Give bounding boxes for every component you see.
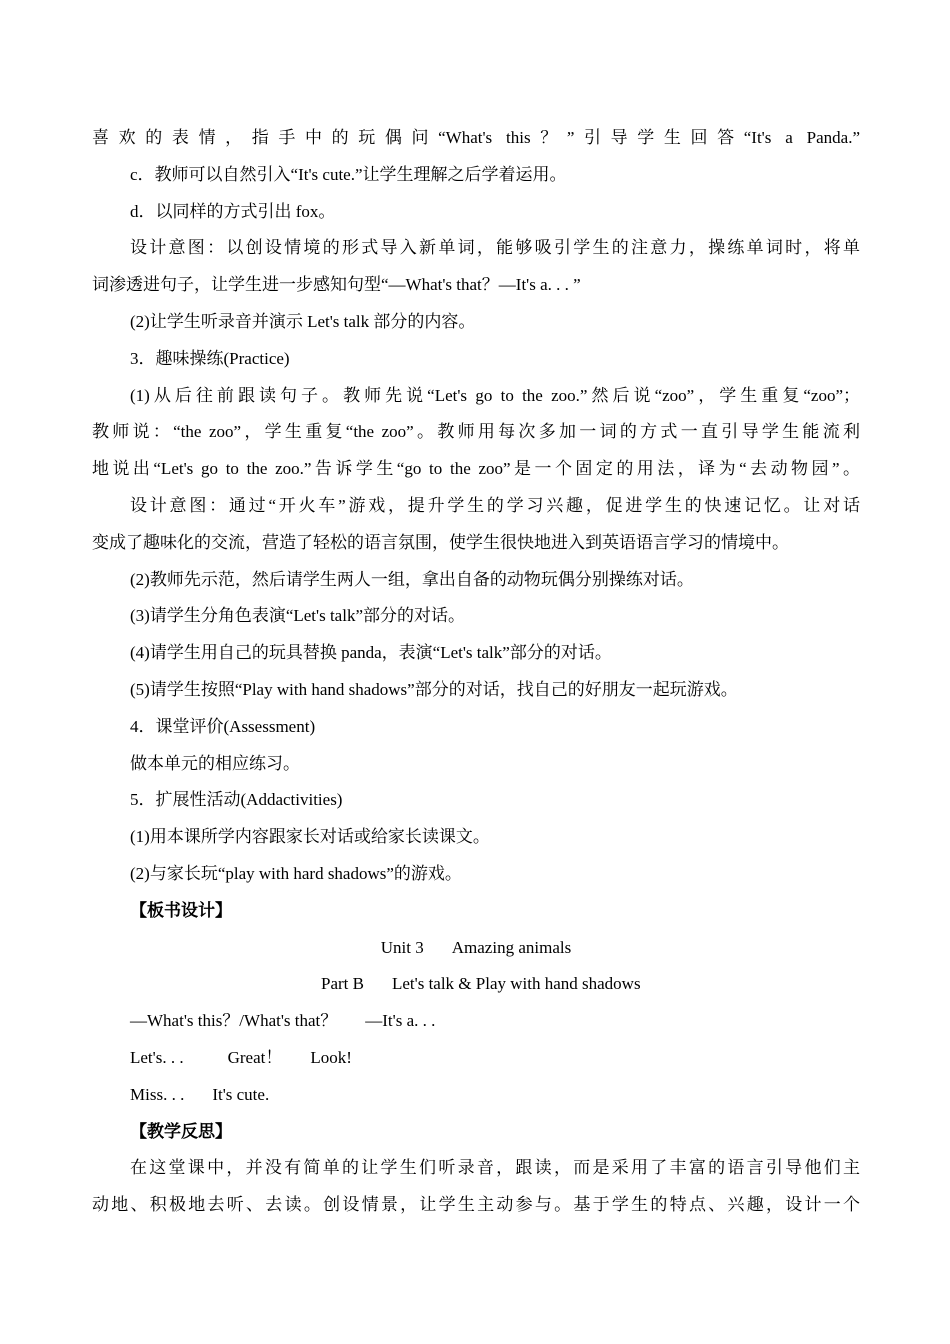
board-phrase: It's cute. <box>212 1084 270 1104</box>
board-phrase: Great！ <box>227 1047 283 1067</box>
board-part-name: Let's talk & Play with hand shadows <box>391 974 641 994</box>
paragraph-line: (2)教师先示范，然后请学生两人一组，拿出自备的动物玩偶分别操练对话。 <box>130 569 694 589</box>
design-intent-line: 设计意图：通过“开火车”游戏，提升学生的学习兴趣，促进学生的快速记忆。让对话 <box>130 495 860 515</box>
paragraph-line: (2)让学生听录音并演示 Let's talk 部分的内容。 <box>130 311 476 331</box>
board-unit: Unit 3 <box>380 937 424 957</box>
reflection-heading: 【教学反思】 <box>130 1121 232 1141</box>
board-row <box>92 1003 860 1040</box>
board-part: Part B <box>321 974 364 994</box>
paragraph-line: (5)请学生按照“Play with hand shadows”部分的对话，找自己的好朋友一起玩游戏。 <box>130 679 738 699</box>
paragraph-line: 教师说：“the zoo”，学生重复“the zoo”。教师用每次多加一词的方式一直引导学生能流利 <box>92 422 860 442</box>
document-page <box>92 120 860 1224</box>
paragraph-line: 地说出“Let's go to the zoo.”告诉学生“go to the zoo”是一个固定的用法，译为“去动物园”。 <box>92 459 860 479</box>
reflection-line: 在这堂课中，并没有简单的让学生们听录音，跟读，而是采用了丰富的语言引导他们主 <box>130 1158 860 1178</box>
board-unit-name: Amazing animals <box>451 937 572 957</box>
design-intent-line: 设计意图：以创设情境的形式导入新单词，能够吸引学生的注意力，操练单词时，将单 <box>130 238 860 258</box>
paragraph-line: 词渗透进句子，让学生进一步感知句型“—What's that？—It's a. . . ” <box>92 275 581 295</box>
paragraph-line: d．以同样的方式引出 fox。 <box>130 201 336 221</box>
board-part-title <box>92 966 860 1003</box>
board-unit-title <box>92 930 860 967</box>
paragraph-line: c．教师可以自然引入“It's cute.”让学生理解之后学着运用。 <box>130 164 567 184</box>
board-phrase: —It's a. . . <box>365 1011 436 1031</box>
board-row <box>92 1040 860 1077</box>
reflection-line: 动地、积极地去听、去读。创设情景，让学生主动参与。基于学生的特点、兴趣，设计一个 <box>92 1195 860 1215</box>
paragraph-line: (3)请学生分角色表演“Let's talk”部分的对话。 <box>130 606 465 626</box>
board-phrase: —What's this？/What's that？ <box>130 1011 338 1031</box>
paragraph-line: (4)请学生用自己的玩具替换 panda，表演“Let's talk”部分的对话。 <box>130 643 612 663</box>
paragraph-line: (1)用本课所学内容跟家长对话或给家长读课文。 <box>130 827 490 847</box>
section-heading-assessment: 4．课堂评价(Assessment) <box>130 716 316 736</box>
paragraph-line: (1)从后往前跟读句子。教师先说“Let's go to the zoo.”然后说“zoo”，学生重复“zoo”； <box>130 385 860 405</box>
paragraph-line: 做本单元的相应练习。 <box>130 753 300 773</box>
board-row <box>92 1077 860 1114</box>
board-phrase: Miss. . . <box>130 1084 185 1104</box>
board-phrase: Let's. . . <box>130 1047 184 1067</box>
paragraph-line: (2)与家长玩“play with hard shadows”的游戏。 <box>130 863 462 883</box>
paragraph-line: 变成了趣味化的交流，营造了轻松的语言氛围，使学生很快地进入到英语语言学习的情境中。 <box>92 532 789 552</box>
paragraph-line: 喜欢的表情，指手中的玩偶问“What's this？”引导学生回答“It's a Panda.” <box>92 128 860 147</box>
board-design-heading: 【板书设计】 <box>130 900 232 920</box>
board-phrase: Look! <box>310 1047 352 1067</box>
section-heading-activities: 5．扩展性活动(Addactivities) <box>130 790 343 810</box>
section-heading-practice: 3．趣味操练(Practice) <box>130 348 290 368</box>
